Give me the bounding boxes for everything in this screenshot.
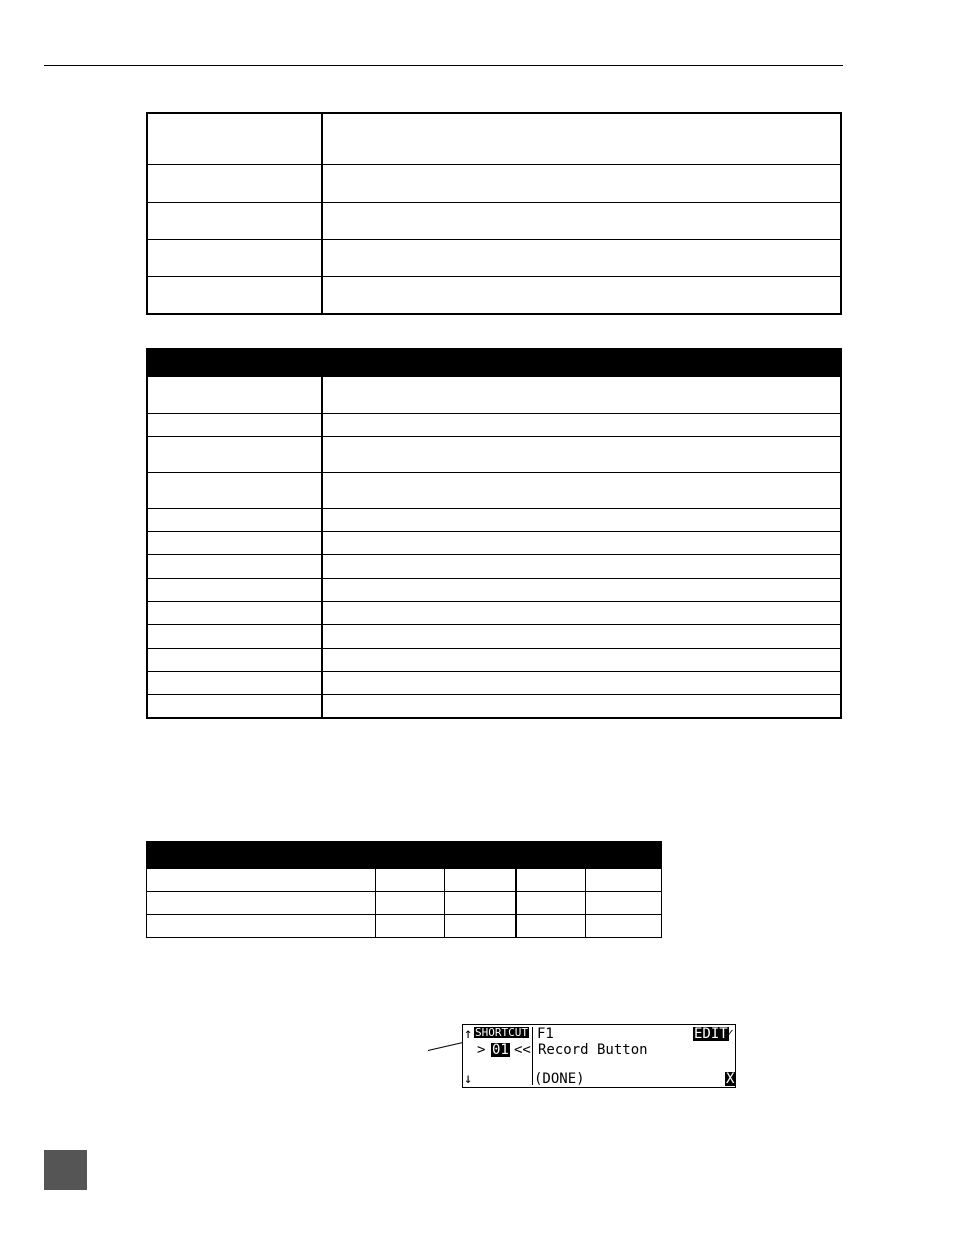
shortcut-menu-label: SHORTCUT bbox=[475, 1026, 528, 1039]
table-row bbox=[147, 579, 841, 602]
table-row bbox=[147, 202, 841, 239]
top-divider-line bbox=[44, 65, 843, 66]
slot-number[interactable]: 01 bbox=[492, 1042, 509, 1058]
table-row bbox=[147, 437, 841, 473]
lcd-screen bbox=[462, 1024, 736, 1088]
cursor-symbol: > bbox=[477, 1042, 486, 1058]
table-row bbox=[147, 113, 841, 164]
table-row bbox=[147, 276, 841, 314]
table-row bbox=[147, 869, 662, 892]
table-row bbox=[147, 414, 841, 437]
table-row bbox=[147, 649, 841, 672]
table-row bbox=[147, 672, 841, 695]
definition-table bbox=[146, 112, 842, 315]
table-header-row bbox=[147, 349, 841, 377]
scroll-symbol: << bbox=[514, 1042, 531, 1058]
function-key-label: F1 bbox=[537, 1026, 554, 1042]
table-header-row bbox=[147, 842, 662, 869]
table-row bbox=[147, 239, 841, 276]
table-row bbox=[147, 532, 841, 555]
callout-pointer-line bbox=[428, 1041, 465, 1051]
table-row bbox=[147, 473, 841, 509]
cancel-icon[interactable]: X bbox=[726, 1071, 735, 1087]
table-row bbox=[147, 164, 841, 202]
table-row bbox=[147, 892, 662, 915]
done-label[interactable]: (DONE) bbox=[534, 1071, 585, 1087]
table-row bbox=[147, 695, 841, 718]
table-row bbox=[147, 509, 841, 532]
table-row bbox=[147, 625, 841, 649]
command-name[interactable]: Record Button bbox=[538, 1042, 648, 1058]
table-row bbox=[147, 555, 841, 579]
down-arrow-icon: ↓ bbox=[464, 1071, 473, 1087]
lcd-divider bbox=[532, 1027, 533, 1085]
table-row bbox=[147, 915, 662, 938]
shortcut-table bbox=[146, 841, 662, 938]
up-arrow-icon: ↑ bbox=[464, 1026, 473, 1042]
command-table bbox=[146, 348, 842, 719]
page-tab-marker bbox=[44, 1150, 87, 1190]
table-row bbox=[147, 377, 841, 414]
check-icon: ✓ bbox=[727, 1026, 734, 1039]
edit-label: EDIT bbox=[694, 1026, 728, 1042]
table-row bbox=[147, 602, 841, 625]
